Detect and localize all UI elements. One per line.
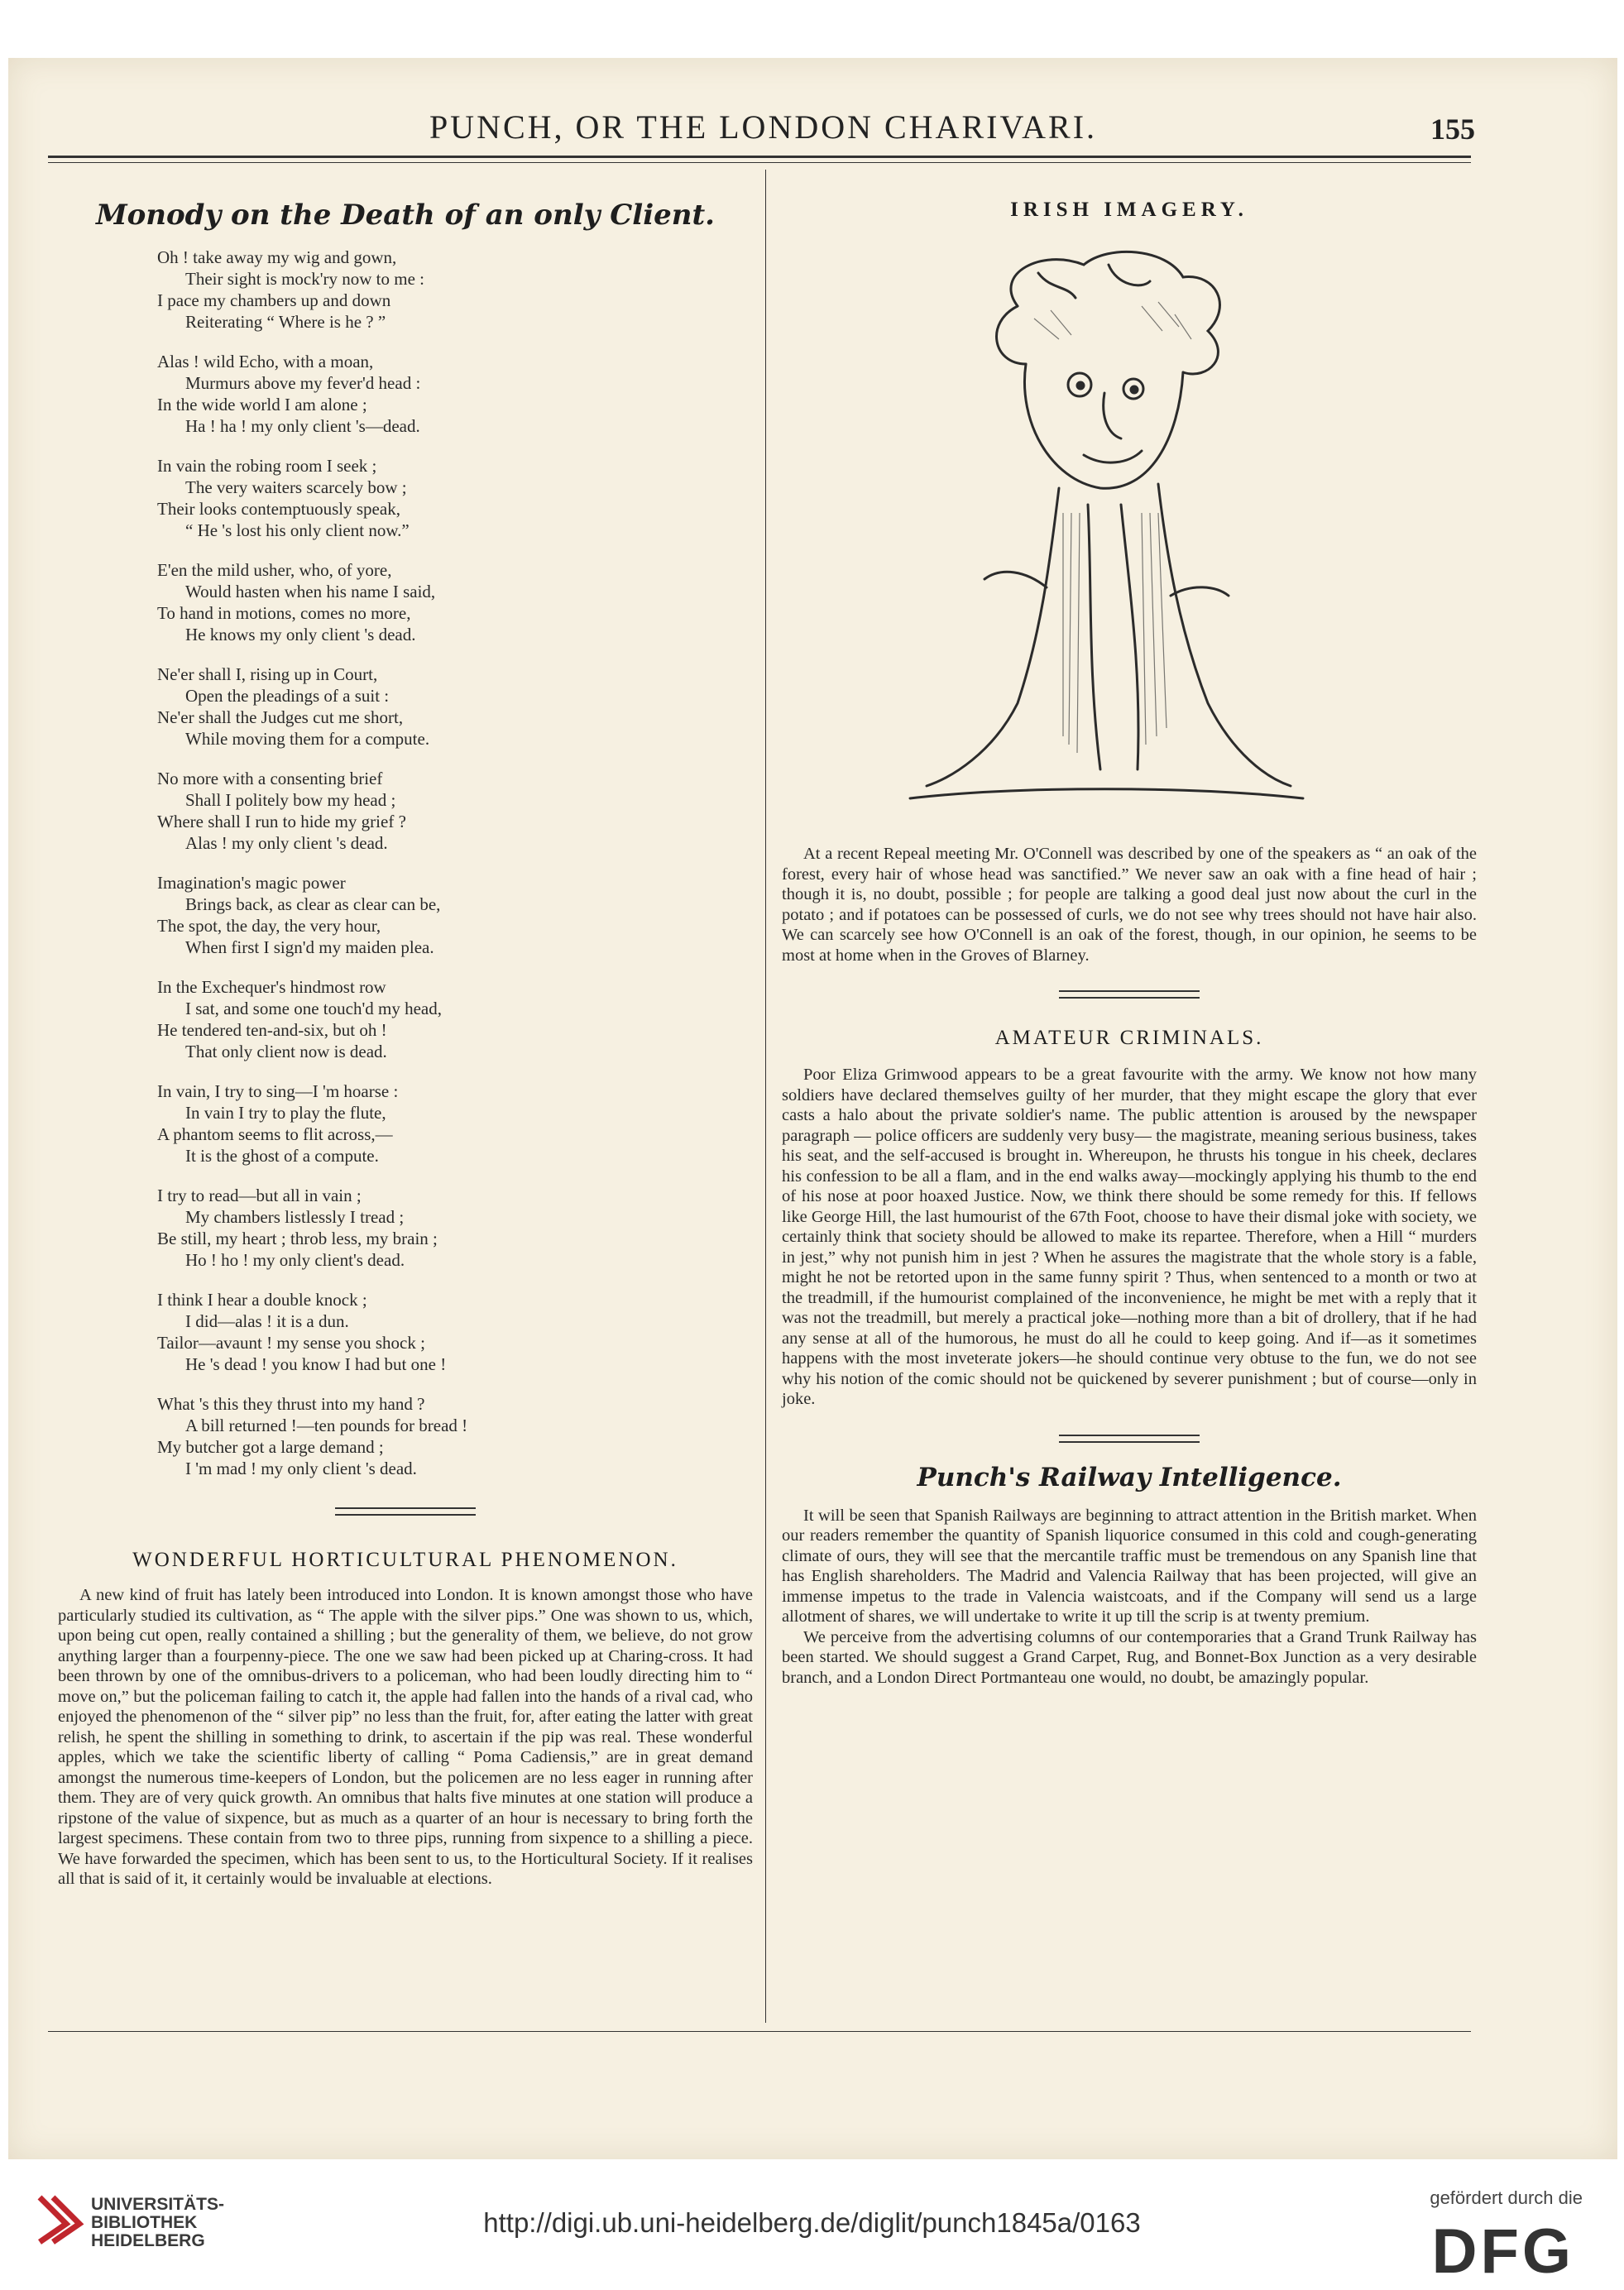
cartoon-oak-with-face (893, 240, 1315, 819)
poem-line: While moving them for a compute. (185, 729, 430, 749)
poem-line: What 's this they thrust into my hand ? (157, 1394, 425, 1414)
left-column (58, 199, 753, 1890)
poem-line: Would hasten when his name I said, (185, 582, 436, 601)
poem-line: It is the ghost of a compute. (185, 1146, 379, 1166)
poem-line: Oh ! take away my wig and gown, (157, 247, 397, 267)
poem-line: “ He 's lost his only client now.” (185, 520, 410, 540)
poem-line: My butcher got a large demand ; (157, 1437, 384, 1457)
poem-line: Tailor—avaunt ! my sense you shock ; (157, 1333, 425, 1353)
poem-line: In the Exchequer's hindmost row (157, 977, 386, 997)
poem-line: I did—alas ! it is a dun. (185, 1311, 349, 1331)
poem-line: He knows my only client 's dead. (185, 625, 416, 644)
section-divider (1059, 1435, 1200, 1443)
poem-stanza (157, 559, 753, 645)
poem-line: He tendered ten-and-six, but oh ! (157, 1020, 387, 1040)
poem-line: Imagination's magic power (157, 873, 346, 893)
page-number: 155 (1430, 113, 1475, 146)
poem-line: Alas ! my only client 's dead. (185, 833, 388, 853)
irish-title: IRISH IMAGERY. (1010, 199, 1248, 221)
poem-line: Their looks contemptuously speak, (157, 499, 400, 519)
poem-line: The very waiters scarcely bow ; (185, 477, 407, 497)
poem-line: I pace my chambers up and down (157, 290, 391, 310)
dfg-logo: DFG (1431, 2216, 1574, 2287)
poem-line: Brings back, as clear as clear can be, (185, 894, 441, 914)
poem-line: Open the pleadings of a suit : (185, 686, 390, 706)
poem-stanza (157, 1080, 753, 1167)
poem-stanza (157, 351, 753, 437)
right-column-text (782, 844, 1477, 1688)
poem-stanza (157, 455, 753, 541)
poem-line: A bill returned !—ten pounds for bread ! (185, 1416, 468, 1435)
irish-text: At a recent Repeal meeting Mr. O'Connell was described by one of the speakers as “ an oak of the forest, every hair of whose head was sanctified.” We never saw an oak with a fine head of hair ; though it is, no doubt, possible ; for people are talking a good deal just now about the curl in the potato ; and if potatoes can be possessed of curls, we do not see why trees should not have hair also. We can scarcely see how O'Connell is an oak of the forest, though, in our opinion, he seems to be most at home when in the Groves of Blarney. (782, 845, 1477, 965)
running-header: PUNCH, OR THE LONDON CHARIVARI. (429, 108, 1098, 146)
railway-text-2: We perceive from the advertising columns of our contemporaries that a Grand Trunk Railway has been started. We should suggest a Grand Carpet, Rug, and Bonnet-Box Junction as a very desirable branch, and a London Direct Portmanteau one would, no doubt, be amazingly popular. (782, 1627, 1477, 1687)
poem-stanza (157, 1185, 753, 1271)
amateur-text: Poor Eliza Grimwood appears to be a great favourite with the army. We know not how many soldiers have declared themselves guilty of her murder, that they might escape the glory that ever casts a halo about the private soldier's name. The public attention is aroused by the newspaper paragraph — police officers are suddenly very busy— the magistrate, meaning serious business, takes his seat, and the self-accused is brought in. Whereupon, he thrusts his tongue in his cheek, declares his confession to be all a flam, and in the end walks away—mockingly applying his thumb to the end of his nose at poor hoaxed Justice. Now, we think there should be some remedy for this. If fellows like George Hill, the last humourist of the 67th Foot, choose to have their dismal joke with society, we certainly think that society should be allowed to make its repartee. Therefore, when a Hill “ murders in jest,” why not punish him in jest ? When he assures the magistrate that the whole story is a fable, might he not be retorted upon in the same funny spirit ? Thus, when sentenced to a month or two at the treadmill, if the humourist complained of the inconvenience, he might be met with a reply that it was not the treadmill, but merely a practical joke—nothing more than a bit of drollery, that if he had any sense at all of the humorous, he must do all he could to keep going. And if—as it sometimes happens with the most inveterate jokers—he should continue very obtuse to the fun, we do not see why his notion of the comic should not be quickened by severer punishment ; but of course—only in joke. (782, 1066, 1477, 1408)
viewer-footer (0, 2166, 1624, 2290)
poem-line: I sat, and some one touch'd my head, (185, 999, 442, 1018)
horticultural-text: A new kind of fruit has lately been introduced into London. It is known amongst those who have particularly studied its cultivation, as “ The apple with the silver pips.” One was shown to us, which, upon being cut open, really contained a shilling ; but the generality of them, we believe, do not grow anything larger than a fourpenny-piece. The one we saw had been picked up at Charing-cross. It had been thrown by one of the omnibus-drivers to a policeman, who had been loudly directing him to “ move on,” but the policeman failing to catch it, the apple had fallen into the hands of a rival cad, who enjoyed the phenomenon of the “ silver pip” no less than the fruit, for, after eating the latter with great relish, he spent the shilling in something to drink, to ascertain if the pip was real. These wonderful apples, which we take the scientific liberty of calling “ Poma Cadiensis,” are in great demand amongst the numerous time-keepers of London, but the policemen are no less eager in running after them. They are of very quick growth. An omnibus that halts five minutes at one station will produce a ripstone of the value of sixpence, but as much as a quarter of an hour is necessary to bring forth the largest specimens. These contain from two to three pips, running from sixpence to a shilling a piece. We have forwarded the specimen, which has been sent to us, to the Horticultural Society. If it realises all that is said of it, it certainly would be invaluable at elections. (58, 1586, 753, 1888)
section-divider (335, 1507, 476, 1516)
poem-line: Alas ! wild Echo, with a moan, (157, 352, 374, 371)
poem-line: When first I sign'd my maiden plea. (185, 937, 434, 957)
monody-title: Monody on the Death of an only Client. (95, 199, 716, 232)
header-rule-thin (48, 162, 1471, 163)
poem-stanza (157, 664, 753, 750)
poem-line: Be still, my heart ; throb less, my brain ; (157, 1229, 438, 1248)
poem-line: My chambers listlessly I tread ; (185, 1207, 405, 1227)
poem-line: In vain I try to play the flute, (185, 1103, 386, 1123)
poem-line: Reiterating “ Where is he ? ” (185, 312, 386, 332)
poem-line: Their sight is mock'ry now to me : (185, 269, 424, 289)
right-column (782, 199, 1477, 222)
poem-line: In vain, I try to sing—I 'm hoarse : (157, 1081, 399, 1101)
poem-stanza (157, 872, 753, 958)
horticultural-title: WONDERFUL HORTICULTURAL PHENOMENON. (132, 1549, 678, 1571)
railway-title: Punch's Railway Intelligence. (917, 1462, 1342, 1492)
poem-line: Where shall I run to hide my grief ? (157, 812, 406, 831)
poem-line: Shall I politely bow my head ; (185, 790, 396, 810)
library-name-line: UNIVERSITÄTS- (91, 2195, 225, 2214)
column-divider (765, 170, 766, 2023)
poem-line: The spot, the day, the very hour, (157, 916, 381, 936)
poem-line: He 's dead ! you know I had but one ! (185, 1354, 447, 1374)
funded-by-label: gefördert durch die (1430, 2187, 1583, 2208)
poem-line: I think I hear a double knock ; (157, 1290, 367, 1310)
library-name-line: HEIDELBERG (91, 2231, 205, 2250)
poem-line: Ne'er shall I, rising up in Court, (157, 664, 378, 684)
document-url[interactable]: http://digi.ub.uni-heidelberg.de/diglit/punch1845a/0163 (483, 2207, 1141, 2238)
header-rule (48, 156, 1471, 158)
section-divider (1059, 990, 1200, 999)
poem-line: I try to read—but all in vain ; (157, 1186, 362, 1205)
poem-line: To hand in motions, comes no more, (157, 603, 411, 623)
poem-stanza (157, 1289, 753, 1375)
railway-text-1: It will be seen that Spanish Railways are beginning to attract attention in the British market. When our readers remember the quantity of Spanish liquorice consumed in this cold and cough-generating climate of ours, they will see that the mercantile traffic must be tremendous on any Spanish line that has English shareholders. The Madrid and Valencia Railway that has been projected, will give an immense impetus to the trade in Valencia waistcoats, and if the Company will send us a large allotment of shares, we will undertake to write it up till the scrip is at twenty premium. (782, 1506, 1477, 1626)
poem-stanza (157, 768, 753, 854)
amateur-title: AMATEUR CRIMINALS. (994, 1027, 1264, 1049)
poem-line: Murmurs above my fever'd head : (185, 373, 421, 393)
poem-line: In vain the robing room I seek ; (157, 456, 377, 476)
poem-stanza (157, 976, 753, 1062)
poem-line: In the wide world I am alone ; (157, 395, 367, 414)
poem-line: No more with a consenting brief (157, 769, 383, 788)
poem-stanza (157, 1393, 753, 1479)
monody-poem (157, 247, 753, 1479)
poem-line: I 'm mad ! my only client 's dead. (185, 1459, 417, 1478)
poem-line: Ha ! ha ! my only client 's—dead. (185, 416, 420, 436)
poem-stanza (157, 247, 753, 333)
poem-line: That only client now is dead. (185, 1042, 387, 1061)
poem-line: E'en the mild usher, who, of yore, (157, 560, 392, 580)
poem-line: Ne'er shall the Judges cut me short, (157, 707, 404, 727)
poem-line: Ho ! ho ! my only client's dead. (185, 1250, 405, 1270)
poem-line: A phantom seems to flit across,— (157, 1124, 393, 1144)
library-name-line: BIBLIOTHEK (91, 2213, 198, 2232)
bottom-rule (48, 2031, 1471, 2032)
